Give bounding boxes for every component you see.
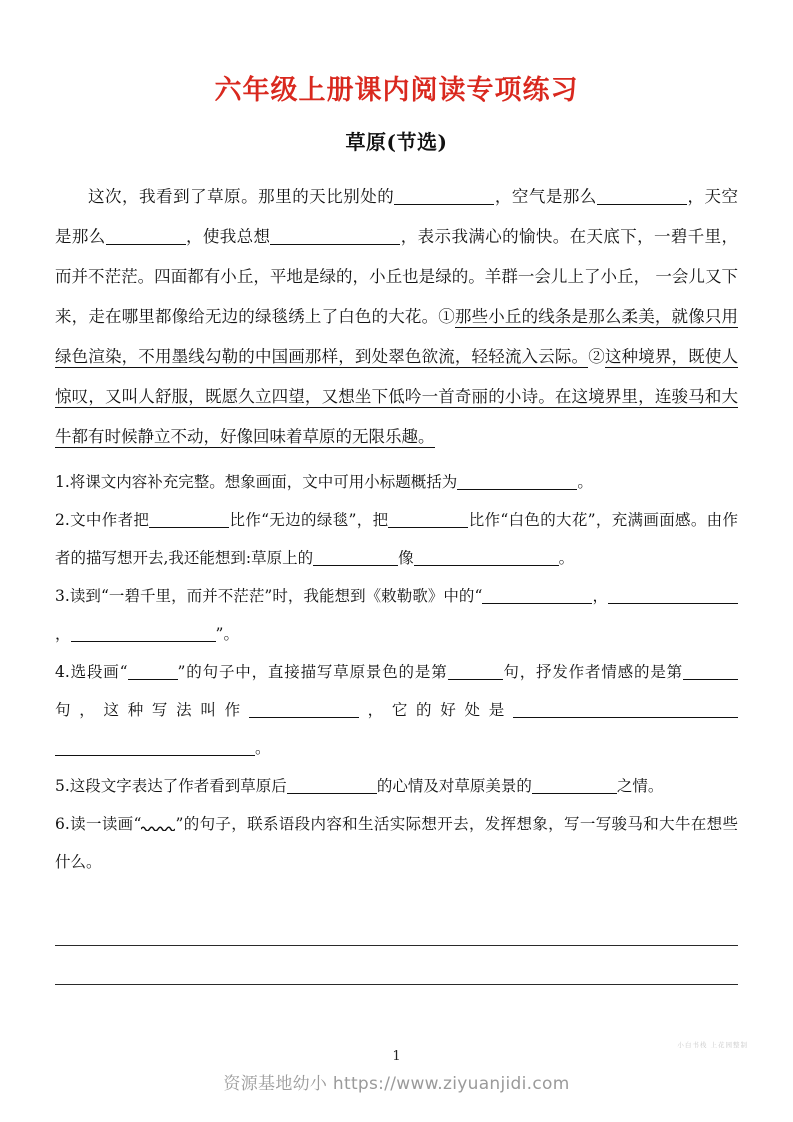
question-5-number: 5.	[55, 777, 70, 795]
question-4-underline-marker	[128, 662, 178, 680]
question-5-text-a: 这段文字表达了作者看到草原后	[69, 777, 287, 795]
question-4-text-e: ，它的好处是	[358, 701, 513, 719]
page-subtitle: 草原(节选)	[345, 130, 448, 154]
page-number: 1	[392, 1049, 401, 1064]
passage-segment-5: ，表示我满心的愉快。在天底下，一碧千里，而并不茫茫。四面都有小丘，平地是绿的，小丘也是绿的。羊群一会儿上了小丘， 一会儿又下来，走在哪里都像给无边的绿毯绣上了白色的大花。	[55, 227, 739, 326]
question-4-blank-1[interactable]	[448, 662, 503, 680]
question-3	[55, 577, 738, 653]
question-3-number: 3.	[55, 587, 70, 605]
question-1-text-a: 将课文内容补充完整。想象画面，文中可用小标题概括为	[69, 473, 458, 491]
question-4-text-f: 。	[255, 739, 271, 757]
question-4-blank-3[interactable]	[249, 700, 359, 718]
question-2-blank-1[interactable]	[149, 510, 229, 528]
passage-blank-2[interactable]	[597, 187, 687, 205]
question-4-blank-2[interactable]	[683, 662, 738, 680]
questions-list	[55, 457, 738, 881]
passage-blank-3[interactable]	[106, 227, 186, 245]
question-5-blank-1[interactable]	[287, 776, 377, 794]
answer-line-2[interactable]	[55, 946, 738, 985]
question-3-text-b: ，	[592, 587, 608, 605]
passage-segment-4: ，使我总想	[185, 227, 271, 246]
question-2-text-a: 文中作者把	[69, 511, 150, 529]
wavy-underline-icon	[141, 816, 175, 831]
question-6	[55, 805, 738, 881]
question-4	[55, 653, 738, 767]
question-1-text-b: 。	[577, 473, 593, 491]
passage-blank-4[interactable]	[270, 227, 400, 245]
question-4-blank-5[interactable]	[55, 738, 255, 756]
passage-marker-2: ②	[588, 347, 605, 366]
question-1-number: 1.	[55, 473, 70, 491]
passage-underlined-sentence-3: 在这境界里，连骏马和大牛都有时候静立不动，好像回味着草原的无限乐趣。	[55, 387, 739, 446]
question-4-text-d: 句，这种写法叫作	[55, 701, 249, 719]
question-2-text-d: 像	[398, 549, 414, 567]
question-4-blank-4[interactable]	[513, 700, 738, 718]
question-2-text-c: 比作“白色的大花”，充满画面感。由作者的描写想开去,我还能想到:草原上的	[55, 511, 738, 567]
passage-underlined-sentence-2: 这种境界，既使人惊叹，又叫人舒服，既愿久立四望，又想坐下低吟一首奇丽的小诗。	[55, 347, 739, 406]
question-4-text-b: ”的句子中，直接描写草原景色的是第	[177, 663, 448, 681]
question-6-text-b: ”的句子，联系语段内容和生活实际想开去，发挥想象，写一写骏马和大牛在想些什么。	[55, 815, 738, 871]
reading-passage	[55, 155, 738, 457]
question-2-text-b: 比作“无边的绿毯”，把	[229, 511, 389, 529]
question-3-text-c: ，	[55, 625, 71, 643]
question-5-text-c: 之情。	[616, 777, 664, 795]
passage-underlined-sentence-1: 那些小丘的线条是那么柔美，就像只用绿色渲染，不用墨线勾勒的中国画那样，到处翠色欲流，轻轻流入云际。	[55, 307, 739, 366]
corner-watermark: 小白书栈 上花园整制	[677, 1041, 748, 1049]
question-1-blank-1[interactable]	[457, 472, 577, 490]
question-4-text-a: 选段画“	[69, 663, 128, 681]
passage-segment-3: ，天空是那么	[55, 187, 739, 246]
question-1	[55, 463, 738, 501]
question-5	[55, 767, 738, 805]
question-3-blank-2[interactable]	[608, 586, 738, 604]
question-3-blank-1[interactable]	[482, 586, 592, 604]
question-5-blank-2[interactable]	[532, 776, 617, 794]
passage-marker-1: ①	[438, 307, 455, 326]
question-2-number: 2.	[55, 511, 70, 529]
question-3-text-a: 读到“一碧千里，而并不茫茫”时，我能想到《敕勒歌》中的“	[69, 587, 483, 605]
question-4-number: 4.	[55, 663, 70, 681]
question-2-blank-2[interactable]	[388, 510, 468, 528]
question-2	[55, 501, 738, 577]
question-2-text-e: 。	[558, 549, 575, 567]
passage-segment-1: 这次，我看到了草原。那里的天比别处的	[88, 187, 395, 206]
question-4-text-c: 句，抒发作者情感的是第	[502, 663, 683, 681]
question-2-blank-4[interactable]	[414, 548, 559, 566]
answer-line-1[interactable]	[55, 907, 738, 946]
question-3-text-d: ”。	[215, 625, 239, 643]
page-title: 六年级上册课内阅读专项练习	[214, 75, 579, 106]
answer-lines-area	[55, 881, 738, 985]
footer-watermark: 资源基地幼小 https://www.ziyuanjidi.com	[223, 1074, 570, 1094]
question-6-number: 6.	[55, 815, 70, 833]
question-2-blank-3[interactable]	[313, 548, 398, 566]
passage-segment-2: ，空气是那么	[494, 187, 597, 206]
question-6-text-a: 读一读画“	[69, 815, 142, 833]
passage-blank-1[interactable]	[394, 187, 494, 205]
question-5-text-b: 的心情及对草原美景的	[376, 777, 532, 795]
question-3-blank-3[interactable]	[71, 624, 216, 642]
